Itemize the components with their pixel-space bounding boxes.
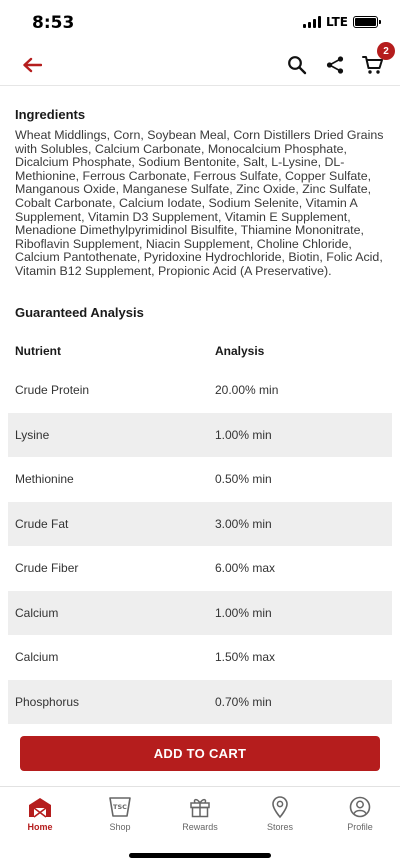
header-nutrient: Nutrient [15, 344, 61, 358]
ingredients-line: Methionine, Ferrous Carbonate, Ferrous Sulfate, Copper Sulfate, [15, 168, 372, 183]
table-row [8, 635, 392, 680]
tab-label: Profile [347, 822, 373, 832]
cart-count-badge: 2 [377, 42, 395, 60]
home-icon [26, 795, 54, 819]
ingredients-line: Riboflavin Supplement, Niacin Supplement, Choline Chloride, [15, 236, 352, 251]
location-pin-icon [266, 795, 294, 819]
search-icon [287, 55, 307, 75]
table-row [8, 546, 392, 591]
header-analysis: Analysis [215, 344, 265, 358]
battery-icon [353, 16, 378, 28]
back-arrow-icon [22, 57, 42, 73]
svg-text:TSC: TSC [113, 803, 127, 811]
tab-stores[interactable] [245, 795, 315, 832]
nutrient-value: 3.00% min [215, 516, 272, 531]
ingredients-line: Menadione Dimethylpyrimidinol Bisulfite, Thiamine Mononitrate, [15, 223, 364, 238]
nutrient-name: Crude Fiber [15, 561, 79, 576]
status-bar [0, 0, 400, 44]
nutrient-name: Lysine [15, 427, 50, 442]
nutrient-value: 1.00% min [215, 605, 272, 620]
status-time: 8:53 [32, 13, 75, 33]
tab-label: Home [27, 822, 53, 832]
ingredients-line: Manganous Oxide, Manganese Sulfate, Zinc Oxide, Zinc Sulfate, [15, 182, 372, 197]
ingredients-title: Ingredients [15, 107, 86, 122]
nutrient-value: 6.00% max [215, 561, 276, 576]
ingredients-text [15, 129, 385, 279]
ingredients-line: Supplement, Vitamin D3 Supplement, Vitamin E Supplement, [15, 209, 351, 224]
nutrient-value: 1.00% min [215, 427, 272, 442]
search-button[interactable] [284, 52, 310, 78]
ingredients-line: Wheat Middlings, Corn, Soybean Meal, Corn Distillers Dried Grains [15, 128, 384, 142]
ingredients-line: Calcium Pantothenate, Pyridoxine Hydrochloride, Biotin, Folic Acid, [15, 250, 383, 265]
nutrient-name: Methionine [15, 472, 74, 487]
share-icon [325, 55, 345, 75]
table-row [8, 413, 392, 458]
nutrient-value: 1.50% max [215, 650, 276, 665]
table-row [8, 680, 392, 725]
shop-icon [106, 795, 134, 819]
tab-shop[interactable] [85, 795, 155, 832]
table-header [8, 334, 392, 368]
status-indicators [303, 15, 378, 29]
tab-label: Stores [266, 822, 293, 832]
table-row [8, 368, 392, 413]
tab-label: Shop [109, 822, 131, 832]
add-to-cart-button[interactable]: ADD TO CART [20, 736, 380, 771]
nutrient-value: 20.00% min [215, 383, 279, 398]
analysis-title: Guaranteed Analysis [15, 305, 144, 320]
nav-bar [0, 44, 400, 86]
nutrient-name: Calcium [15, 605, 59, 620]
nutrient-value: 0.50% min [215, 472, 272, 487]
nutrient-name: Crude Protein [15, 383, 90, 398]
ingredients-line: Cobalt Carbonate, Calcium Iodate, Sodium Selenite, Vitamin A [15, 195, 358, 210]
analysis-table [8, 334, 392, 724]
tab-home[interactable] [5, 795, 75, 832]
tab-profile[interactable] [325, 795, 395, 832]
ingredients-line: with Solubles, Calcium Carbonate, Monocalcium Phosphate, [15, 141, 347, 156]
ingredients-line: Vitamin B12 Supplement, Propionic Acid (A Preservative). [15, 263, 332, 278]
gift-icon [186, 795, 214, 819]
nutrient-name: Calcium [15, 650, 59, 665]
table-row [8, 457, 392, 502]
home-indicator [129, 853, 271, 858]
ingredients-line: Dicalcium Phosphate, Sodium Bentonite, Salt, L-Lysine, DL- [15, 155, 345, 170]
nutrient-value: 0.70% min [215, 694, 272, 709]
share-button[interactable] [322, 52, 348, 78]
tab-rewards[interactable] [165, 795, 235, 832]
tab-label: Rewards [182, 822, 218, 832]
nutrient-name: Phosphorus [15, 694, 80, 709]
nutrient-name: Crude Fat [15, 516, 69, 531]
network-label: LTE [325, 15, 348, 29]
back-button[interactable] [18, 52, 46, 78]
table-row [8, 502, 392, 547]
table-row [8, 591, 392, 636]
profile-icon [346, 795, 374, 819]
signal-icon [303, 16, 321, 28]
